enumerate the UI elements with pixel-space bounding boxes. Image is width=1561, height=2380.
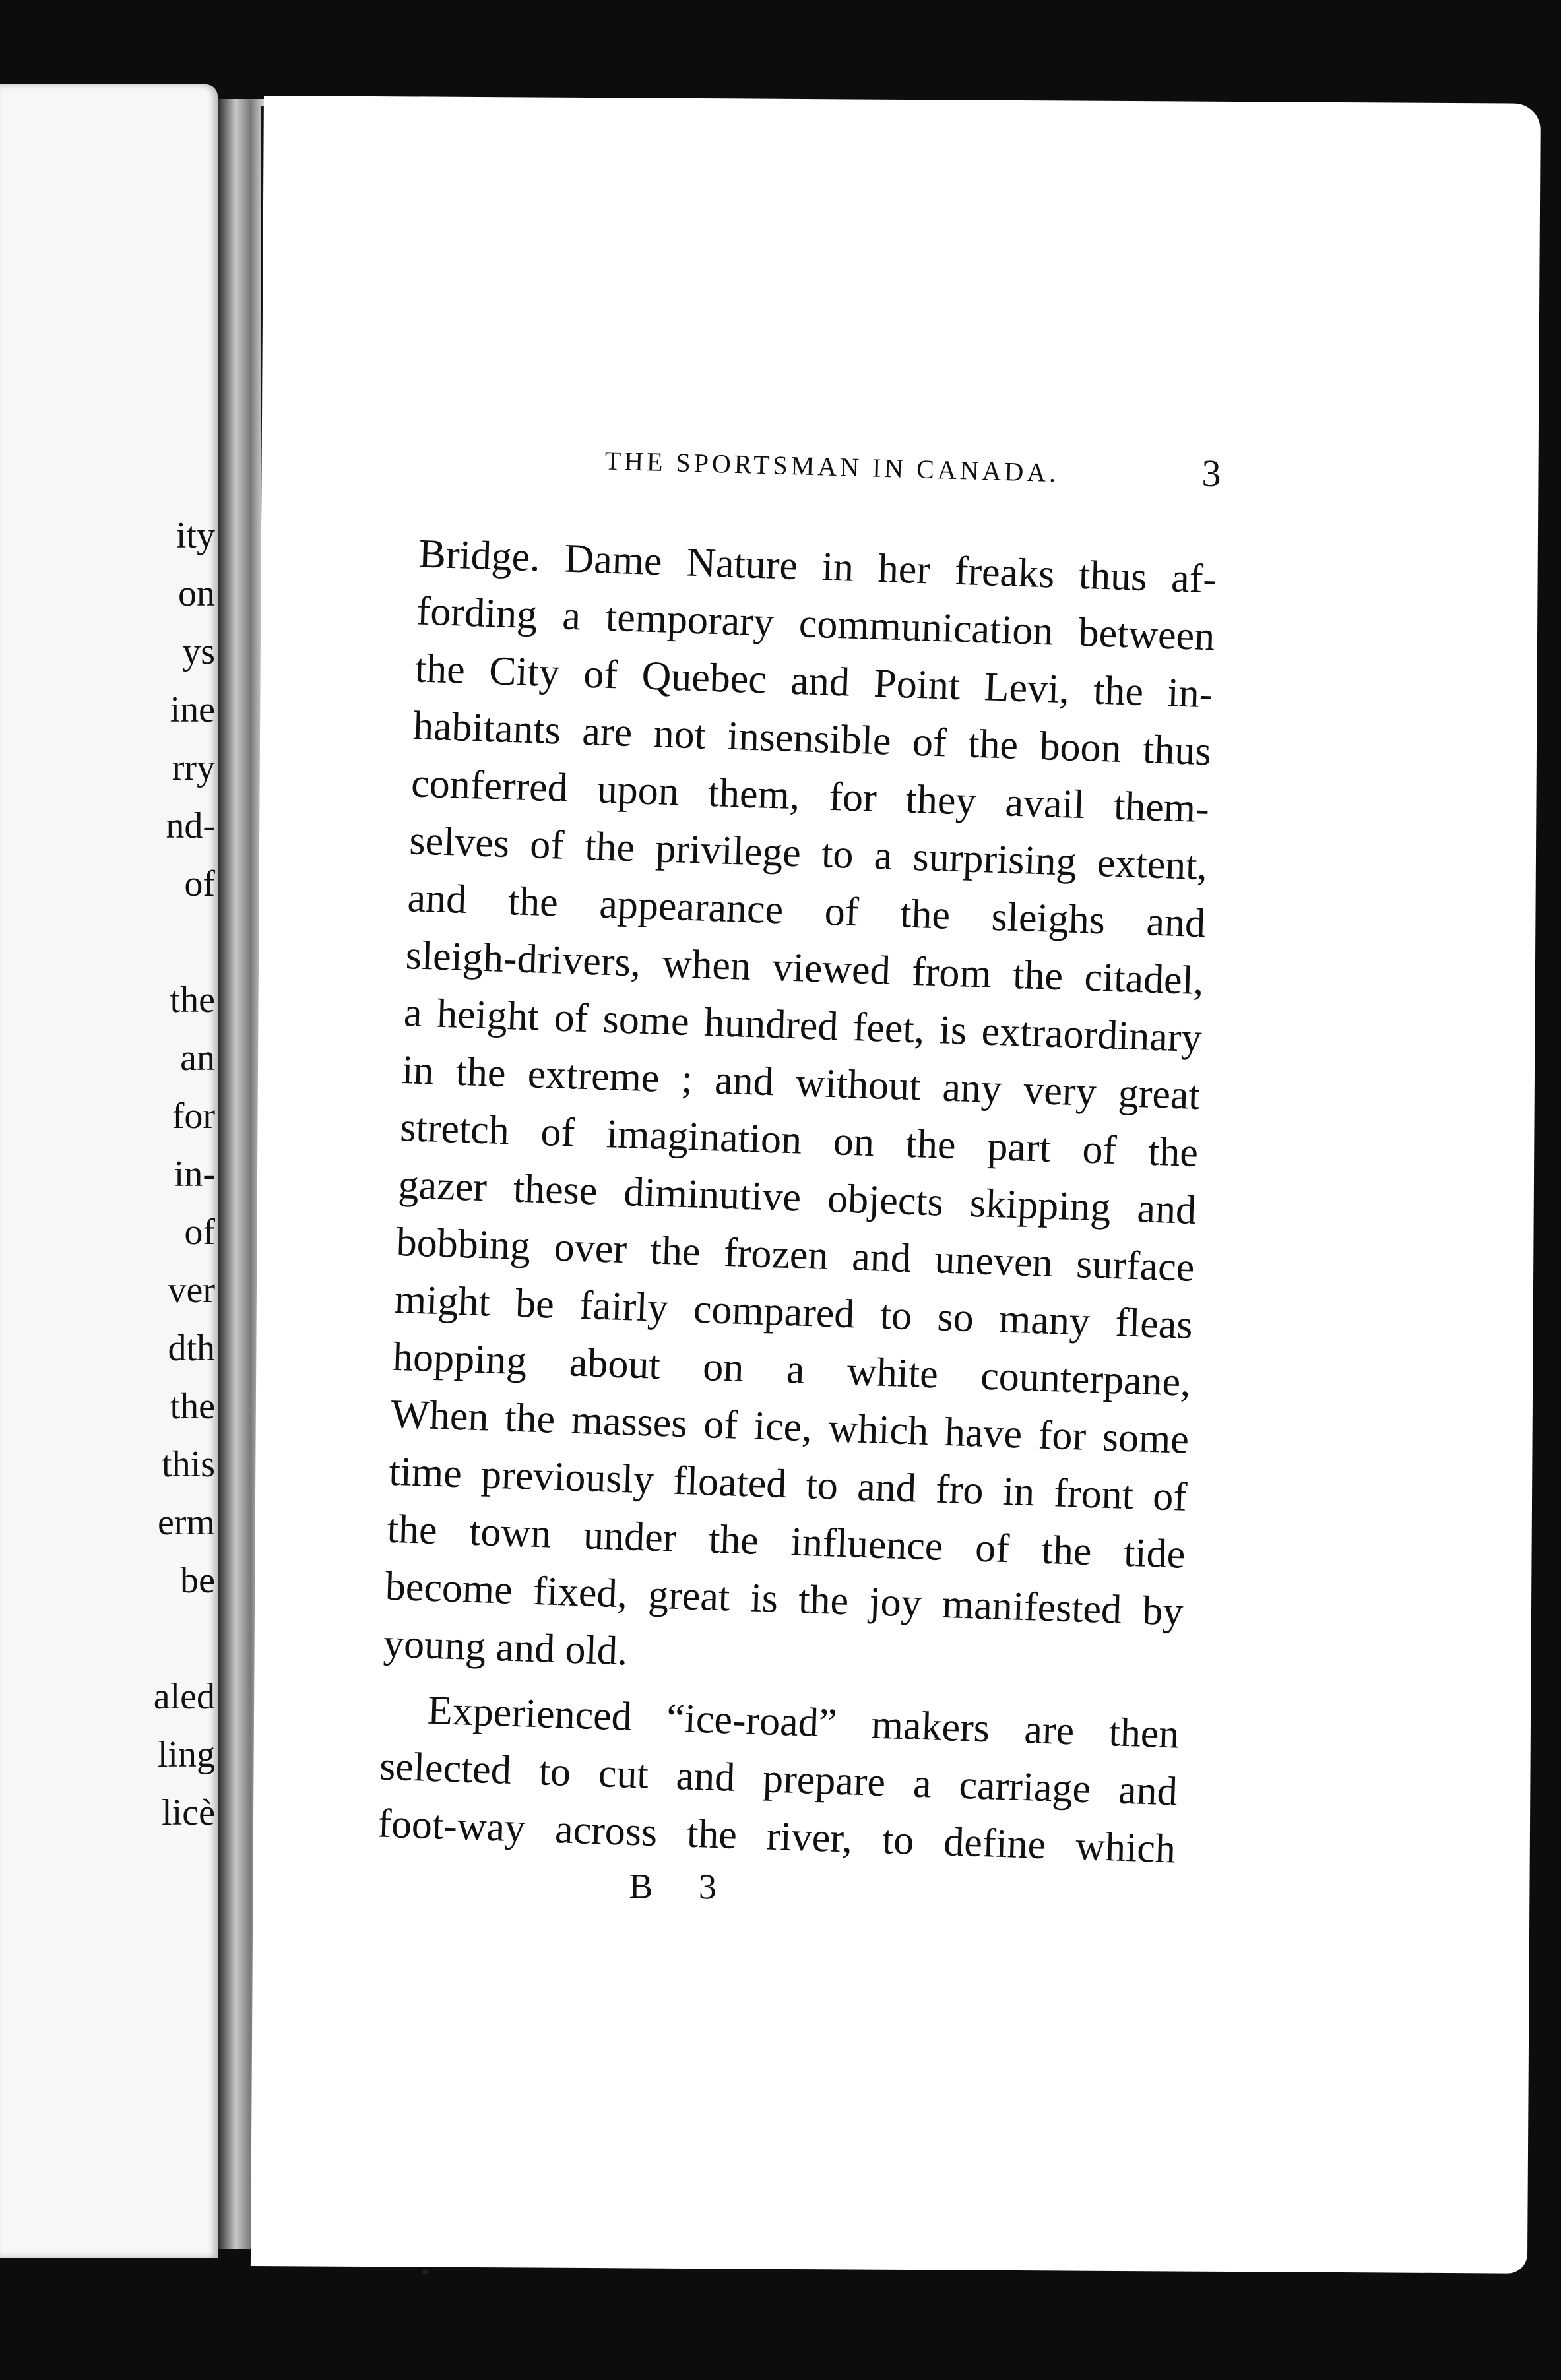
text-line: When the masses of ice, which have for some	[390, 1391, 1190, 1462]
previous-page-line-fragment: the	[170, 980, 215, 1020]
text-line: conferred upon them, for they avail them-	[410, 761, 1210, 832]
text-line: Bridge. Dame Nature in her freaks thus af-	[418, 531, 1218, 602]
previous-page-line-fragment: be	[180, 1560, 215, 1601]
scan-speck	[422, 2269, 428, 2274]
previous-page-line-fragment: erm	[157, 1502, 215, 1543]
previous-page-line-fragment: aled	[153, 1676, 215, 1717]
previous-page-line-fragment: in-	[174, 1154, 215, 1195]
text-line: stretch of imagination on the part of the	[399, 1104, 1199, 1176]
text-line: gazer these diminutive objects skipping and	[397, 1162, 1197, 1233]
text-line: and the appearance of the sleighs and	[406, 875, 1207, 947]
text-line: a height of some hundred feet, is extraordinary	[403, 990, 1203, 1061]
previous-page-line-fragment: ver	[168, 1270, 215, 1311]
previous-page-line-fragment: on	[178, 573, 215, 614]
previous-page-line-fragment: an	[180, 1038, 215, 1079]
text-line: in the extreme ; and without any very great	[401, 1048, 1201, 1119]
text-line: fording a temporary communication between	[416, 588, 1216, 660]
text-line: the town under the influence of the tide	[386, 1506, 1186, 1577]
text-line: become fixed, great is the joy manifested by	[384, 1563, 1184, 1635]
previous-page-line-fragment: ine	[170, 689, 215, 730]
previous-page-line-fragment: rry	[172, 747, 215, 788]
previous-page-line-fragment: nd-	[166, 805, 215, 846]
text-line: sleigh-drivers, when viewed from the citadel,	[404, 933, 1205, 1004]
text-line: habitants are not insensible of the boon thus	[412, 703, 1212, 774]
page-body	[377, 525, 1217, 1878]
previous-page-line-fragment: ity	[175, 515, 215, 556]
previous-page-line-fragment: for	[172, 1096, 215, 1137]
text-line: selected to cut and prepare a carriage and	[379, 1743, 1178, 1815]
previous-page-line-fragment: ys	[182, 631, 215, 672]
signature-mark: B 3	[629, 1866, 736, 1907]
text-line: selves of the privilege to a surprising extent,	[408, 818, 1209, 889]
text-line: bobbing over the frozen and uneven surface	[395, 1219, 1195, 1290]
previous-page-line-fragment: ling	[157, 1734, 215, 1775]
text-line: the City of Quebec and Point Levi, the in-	[414, 646, 1214, 717]
running-head: THE SPORTSMAN IN CANADA.	[604, 445, 1060, 488]
text-line: hopping about on a white counterpane,	[392, 1334, 1192, 1405]
text-line: might be fairly compared to so many fleas	[394, 1276, 1194, 1348]
page-number: 3	[1201, 451, 1221, 495]
text-line: foot-way across the river, to define which	[377, 1801, 1176, 1872]
previous-page-line-fragment: licè	[162, 1792, 215, 1833]
paragraph-2	[377, 1681, 1180, 1879]
previous-page-line-fragment: dth	[168, 1328, 215, 1369]
previous-page-line-fragment: this	[162, 1444, 215, 1485]
book-page	[251, 96, 1541, 2274]
text-line: time previously floated to and fro in front of	[388, 1449, 1188, 1520]
text-line: Experienced “ice-road” makers are then	[426, 1687, 1180, 1757]
previous-page-line-fragment: the	[170, 1386, 215, 1427]
previous-page	[0, 84, 218, 2258]
previous-page-line-fragment: of	[184, 863, 215, 904]
paragraph-1	[383, 525, 1218, 1698]
previous-page-line-fragment: of	[184, 1212, 215, 1253]
text-line: young and old.	[383, 1621, 629, 1674]
